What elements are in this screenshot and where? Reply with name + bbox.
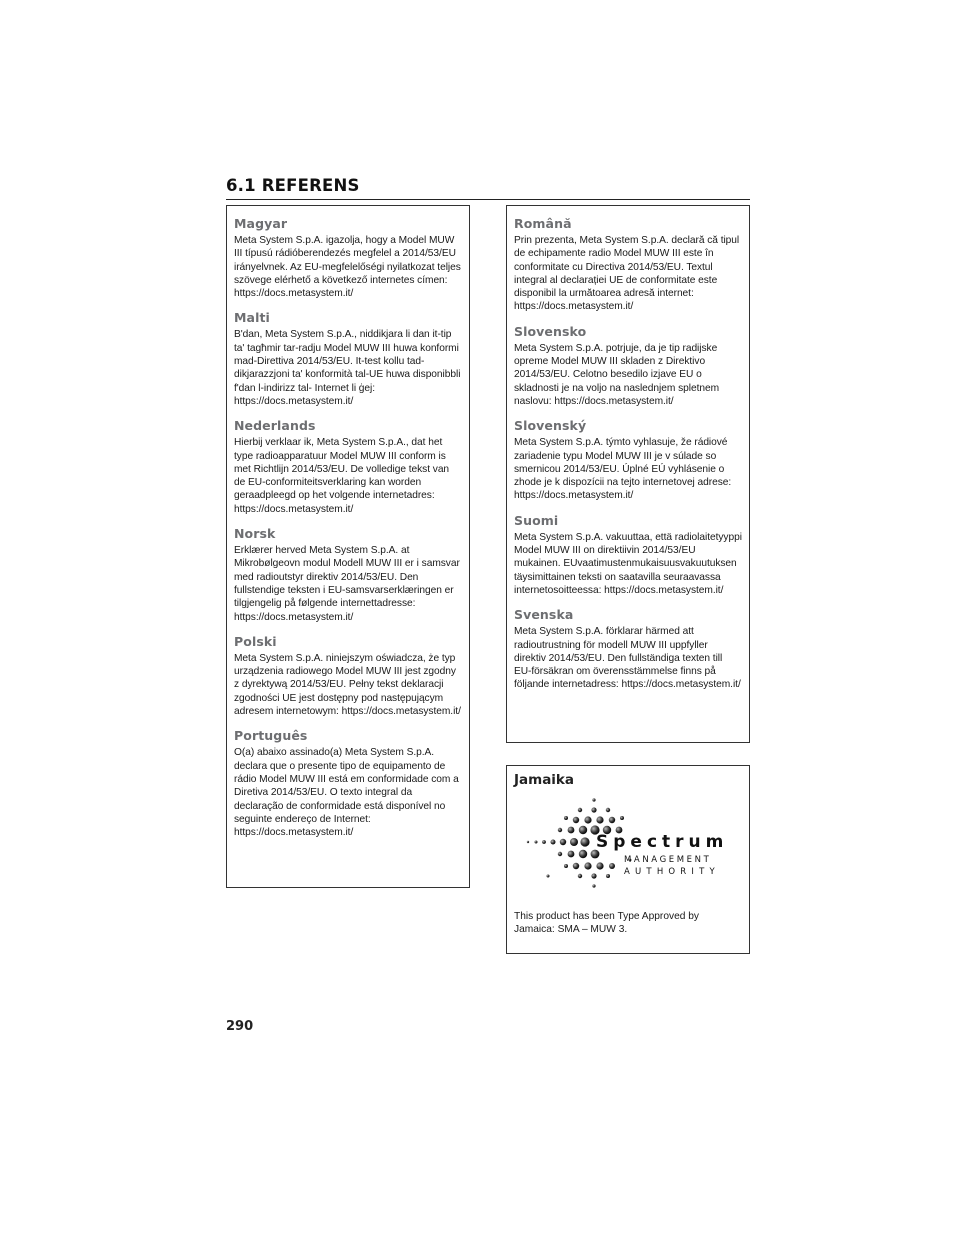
logo-word-spectrum: Spectrum [596,832,729,852]
lang-text: Hierbij verklaar ik, Meta System S.p.A., dat het type radioapparatuur Model MUW III conform is met Richtlijn 2014/53/EU. De volledige tekst van de EU-conformiteitsverklaring kan worden geraadpleegd op het volgende internetadres: https://docs.metasystem.it/ [234,437,450,515]
lang-block-suomi [514,513,742,597]
header-divider [226,199,750,200]
section-title: 6.1 REFERENS [226,176,360,195]
lang-block-malti [234,310,462,408]
lang-text: Meta System S.p.A. týmto vyhlasuje, že rádiové zariadenie typu Model MUW III je v súlade so smernicou 2014/53/EU. Úplné EÚ vyhlásenie o zhode je k dispozícii na tejto internetovej adrese: https://docs.metasystem.it/ [514,437,732,502]
lang-block-svenska [514,607,742,691]
lang-heading: Svenska [514,607,574,623]
lang-text: B'dan, Meta System S.p.A., niddikjara li dan it-tip ta' tagħmir tar-radju Model MUW III huwa konformi mad-Direttiva 2014/53/EU. It-test kollu tad-dikjarazzjoni ta' konformità tal-UE huwa disponibbli f'dan l-indirizz tal- Internet li ġej: https://docs.metasystem.it/ [234,329,461,407]
declarations-box-right [506,205,750,743]
lang-heading: Malti [234,310,270,326]
lang-block-norsk [234,526,462,624]
lang-text: Meta System S.p.A. förklarar härmed att radioutrustning för modell MUW III uppfyller direktiv 2014/53/EU. Den fullständiga texten till EU-försäkran om överensstämmelse finns på följande internetadress: https://docs.metasystem.it/ [514,626,741,691]
lang-heading: Română [514,216,572,231]
lang-text: O(a) abaixo assinado(a) Meta System S.p.A. declara que o presente tipo de equipamento de rádio Model MUW III está em conformidade com a Diretiva 2014/53/EU. O texto integral da declaração de conformidade está disponível no seguinte endereço de Internet: https://docs.metasystem.it/ [234,747,459,839]
lang-text: Meta System S.p.A. potrjuje, da je tip radijske opreme Model MUW III skladen z Direktivo 2014/53/EU. Celotno besedilo izjave EU o skladnosti je na voljo na naslednjem spletnem naslovu: https://docs.metasystem.it/ [514,342,720,407]
lang-block-polski [234,634,462,718]
logo-word-authority: AUTHORITY [624,867,720,877]
spectrum-logo [514,796,742,892]
lang-heading: Magyar [234,216,288,231]
page-number: 290 [226,1019,254,1034]
lang-block-romana [514,216,742,314]
lang-heading: Slovenský [514,418,587,434]
jamaica-title: Jamaika [514,772,575,788]
lang-heading: Nederlands [234,418,316,434]
lang-heading: Suomi [514,512,559,528]
lang-text: Meta System S.p.A. igazolja, hogy a Model MUW III típusú rádióberendezés megfelel a 2014/53/EU irányelvnek. Az EU-megfelelőségi nyilatkozat teljes szövege elérhető a következő internetes címen: https://docs.metasystem.it/ [234,235,461,300]
jamaica-approval-text: This product has been Type Approved by Jamaica: SMA – MUW 3. [514,911,700,936]
lang-block-nederlands [234,418,462,516]
lang-text: Prin prezenta, Meta System S.p.A. declară că tipul de echipamente radio Model MUW III este în conformitate cu Directiva 2014/53/EU. Textul integral al declarației UE de conformitate este disponibil la următoarea adresă internet: https://docs.metasystem.it/ [514,235,740,313]
spectrum-dot-logo-icon [514,796,742,892]
lang-block-magyar [234,216,462,300]
logo-word-management: MANAGEMENT [624,855,712,865]
lang-heading: Português [234,728,308,744]
lang-block-slovensky [514,418,742,502]
lang-heading: Polski [234,633,277,649]
lang-heading: Norsk [234,526,276,542]
lang-heading: Slovensko [514,323,587,339]
declarations-box-left [226,205,470,888]
lang-text: Meta System S.p.A. niniejszym oświadcza, że typ urządzenia radiowego Model MUW III jest zgodny z dyrektywą 2014/53/EU. Pełny tekst deklaracji zgodności UE jest dostępny pod następującym adresem internetowym: https://docs.metasystem.it/ [234,652,461,718]
lang-text: Erklærer herved Meta System S.p.A. at Mikrobølgeovn modul Modell MUW III er i samsvar med radioutstyr direktiv 2014/53/EU. Den fullstendige teksten i EU-samsvarserklæringen er tilgjengelig på følgende internettadresse: https://docs.metasystem.it/ [234,545,460,623]
jamaica-box [506,765,750,954]
lang-block-portugues [234,728,462,839]
lang-block-slovensko [514,324,742,408]
lang-text: Meta System S.p.A. vakuuttaa, että radiolaitetyyppi Model MUW III on direktiivin 2014/53/EU mukainen. EUvaatimustenmukaisuusvakuutuksen täysimittainen teksti on saatavilla seuraavassa internetosoitteessa: https://docs.metasystem.it/ [514,531,742,596]
